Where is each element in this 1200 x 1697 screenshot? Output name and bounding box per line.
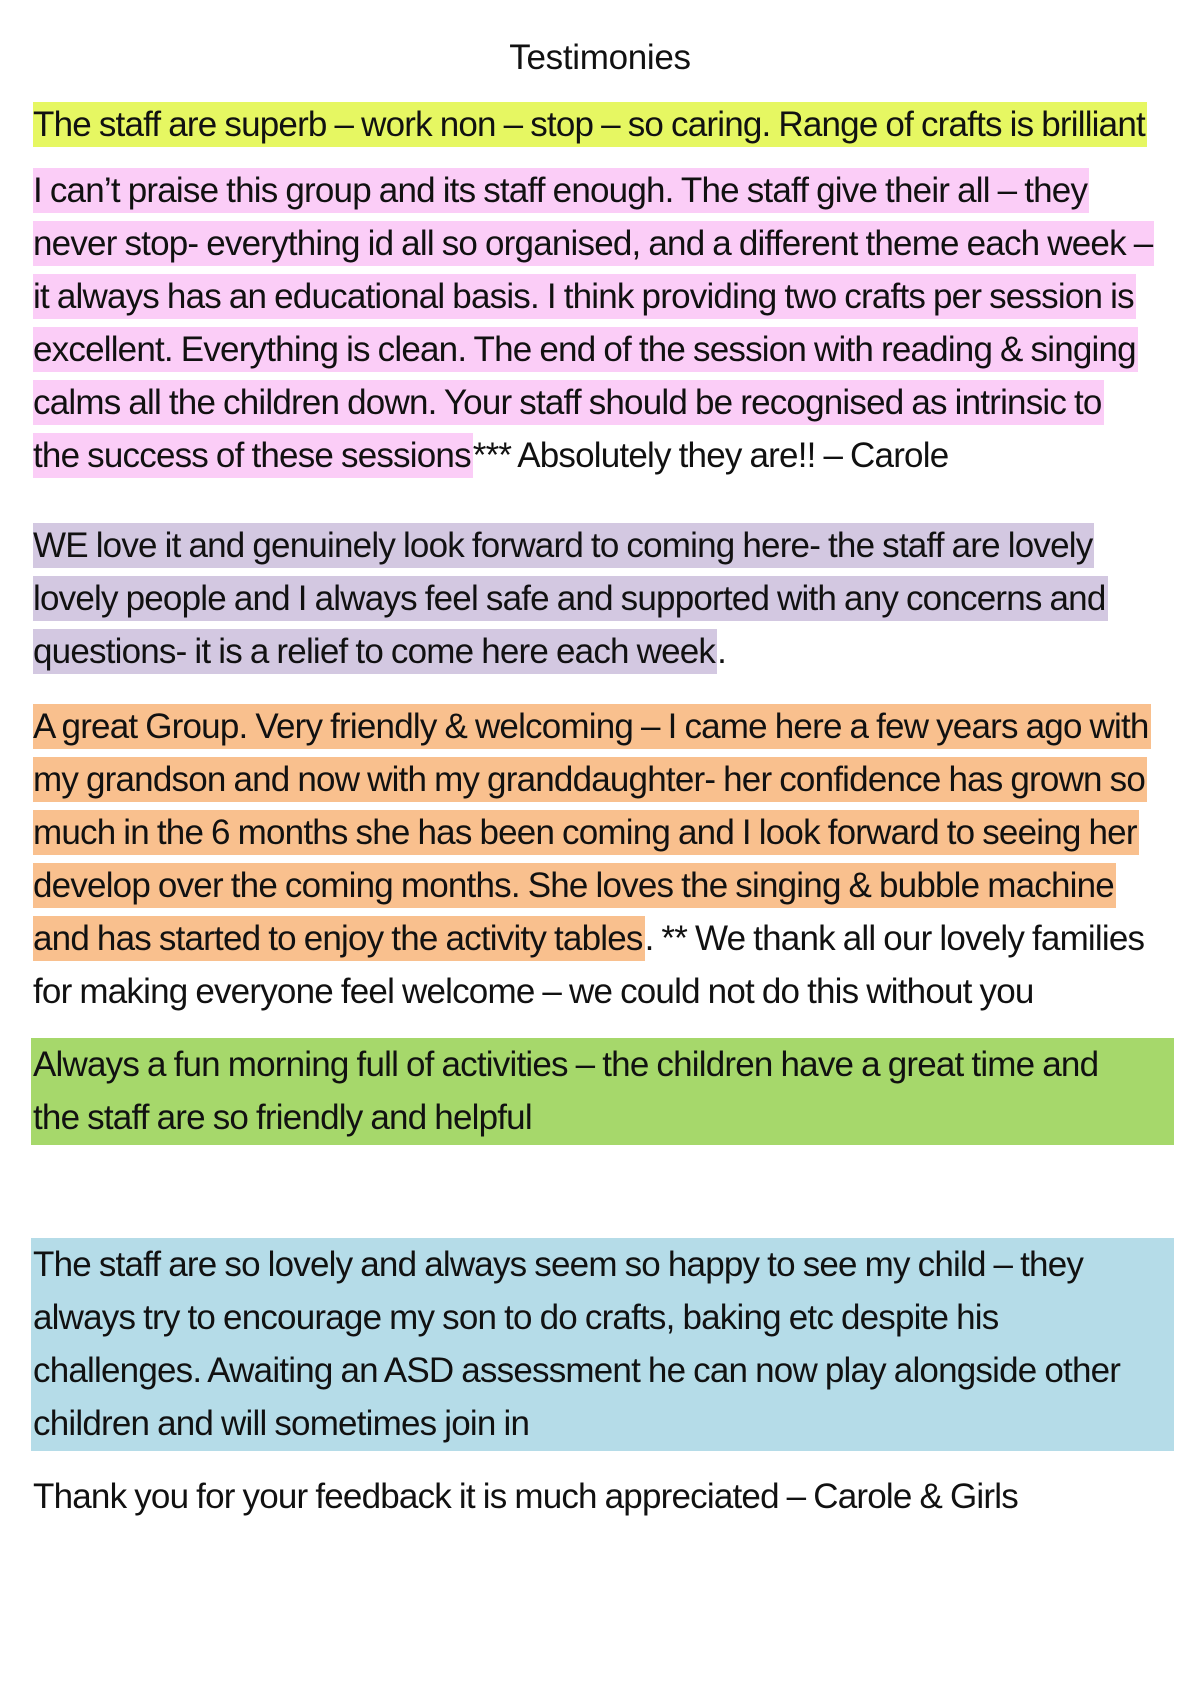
testimony-2-line: calms all the children down. Your staff should be recognised as intrinsic to: [33, 380, 1104, 425]
testimony-4-line: A great Group. Very friendly & welcoming – I came here a few years ago with: [33, 704, 1151, 749]
testimony-3-line: WE love it and genuinely look forward to coming here- the staff are lovely: [33, 523, 1094, 568]
testimony-2-line: excellent. Everything is clean. The end of the session with reading & singing: [33, 327, 1138, 372]
testimony-4-reply: . ** We thank all our lovely families: [644, 919, 1145, 958]
testimony-6-line: always try to encourage my son to do crafts, baking etc despite his: [33, 1298, 999, 1337]
testimony-6-line: The staff are so lovely and always seem so happy to see my child – they: [33, 1245, 1084, 1284]
testimony-6-line: challenges. Awaiting an ASD assessment he can now play alongside other: [33, 1351, 1121, 1390]
testimony-2-line: never stop- everything id all so organised, and a different theme each week –: [33, 221, 1154, 266]
closing-text: Thank you for your feedback it is much appreciated – Carole & Girls: [33, 1477, 1018, 1516]
testimony-3: [33, 519, 1173, 678]
testimony-1: [33, 98, 1173, 151]
page-title: Testimonies: [509, 38, 691, 77]
testimony-4-line: and has started to enjoy the activity tables: [33, 916, 645, 961]
testimony-5-line: the staff are so friendly and helpful: [33, 1098, 532, 1137]
testimony-4: [33, 700, 1173, 1018]
testimony-4-line: my grandson and now with my granddaughter- her confidence has grown so: [33, 757, 1147, 802]
testimony-1-line: The staff are superb – work non – stop – so caring. Range of crafts is brilliant: [33, 102, 1147, 147]
testimony-6: [33, 1238, 1173, 1450]
testimony-4-reply-continued: for making everyone feel welcome – we could not do this without you: [33, 972, 1034, 1011]
testimony-2: [33, 164, 1173, 482]
testimony-2-reply: *** Absolutely they are!! – Carole: [472, 436, 949, 475]
closing-note: [33, 1470, 1173, 1523]
testimony-5-line: Always a fun morning full of activities – the children have a great time and: [33, 1045, 1099, 1084]
testimony-3-tail: .: [717, 632, 727, 671]
testimony-2-line: I can’t praise this group and its staff enough. The staff give their all – they: [33, 168, 1089, 213]
testimony-6-line: children and will sometimes join in: [33, 1404, 530, 1443]
testimony-2-line: it always has an educational basis. I think providing two crafts per session is: [33, 274, 1136, 319]
testimony-4-line: much in the 6 months she has been coming and I look forward to seeing her: [33, 810, 1139, 855]
testimony-3-line: lovely people and I always feel safe and supported with any concerns and: [33, 576, 1108, 621]
testimony-2-line: the success of these sessions: [33, 433, 473, 478]
testimony-3-line: questions- it is a relief to come here each week: [33, 629, 717, 674]
testimony-5: [33, 1038, 1173, 1144]
testimony-4-line: develop over the coming months. She loves the singing & bubble machine: [33, 863, 1116, 908]
